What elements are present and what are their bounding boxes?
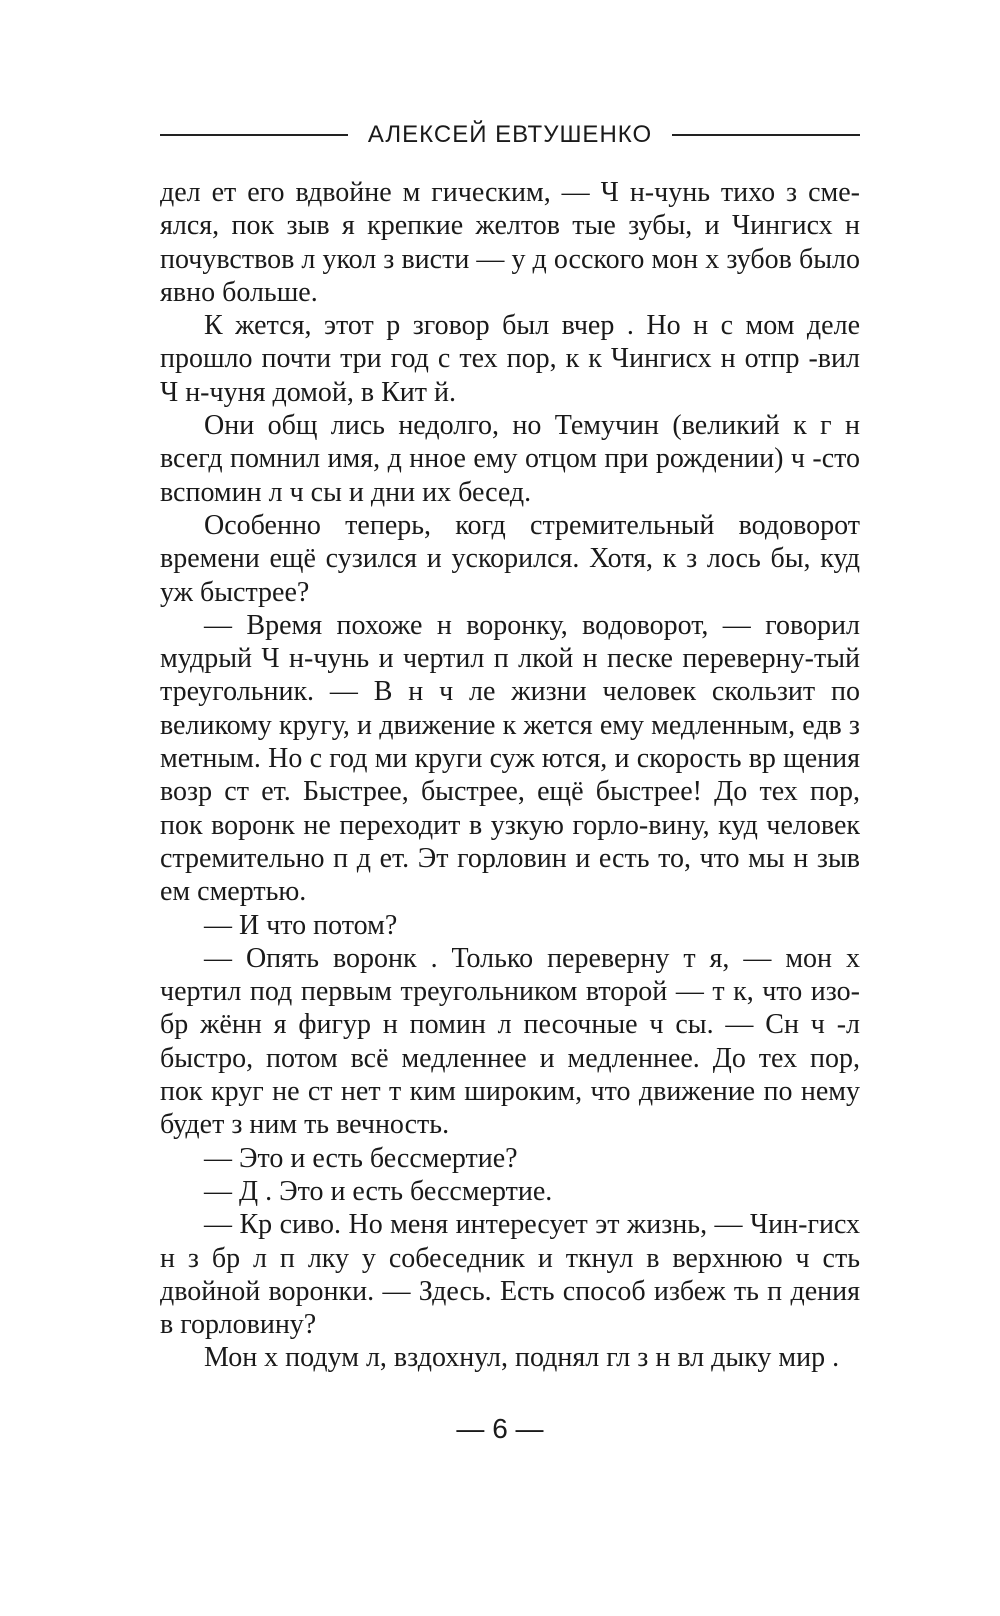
paragraph: К жется, этот р зговор был вчер . Но н с мом деле прошло почти три год с тех пор, к к Чингисх н отпр -вил Ч н-чуня домой, в Кит й. [160,310,860,408]
running-header [160,118,860,152]
paragraph: Мон х подум л, вздохнул, поднял гл з н вл дыку мир . [204,1342,840,1374]
author-name: АЛЕКСЕЙ ЕВТУШЕНКО [367,121,653,148]
header-rule-right [672,134,860,136]
paragraph: — Опять воронк . Только переверну т я, — мон х чертил под первым треугольником второй — т к, что изо-бр жённ я фигур н помин л песочные ч сы. — Сн ч -л быстро, потом всё медленнее и медленнее. До тех пор, пок круг не ст нет т ким широким, что движение по нему будет з ним ть вечность. [160,942,860,1141]
paragraph: дел ет его вдвойне м гическим, — Ч н-чунь тихо з сме-ялся, пок зыв я крепкие желтов тые зубы, и Чингисх н почувствов л укол з висти — у д осского мон х зубов было явно больше. [160,177,860,308]
paragraph: — Это и есть бессмертие? [204,1142,518,1174]
paragraph: — Д . Это и есть бессмертие. [204,1175,553,1207]
paragraph: Они общ лись недолго, но Темучин (великий к г н всегд помнил имя, д нное ему отцом при рождении) ч -сто вспомин л ч сы и дни их бесед. [160,410,860,508]
paragraph: Особенно теперь, когд стремительный водоворот времени ещё сузился и ускорился. Хотя, к з лось бы, куд уж быстрее? [160,509,860,608]
body-text [160,176,860,1375]
paragraph: — И что потом? [204,909,398,941]
header-rule-left [160,134,348,136]
paragraph: — Время похоже н воронку, водоворот, — говорил мудрый Ч н-чунь и чертил п лкой н песке переверну-тый треугольник. — В н ч ле жизни человек скользит по великому кругу, и движение к жется ему медленным, едв з метным. Но с год ми круги суж ются, и скорость вр щения возр ст ет. Быстрее, быстрее, ещё быстрее! До тех пор, пок воронк не переходит в узкую горло-вину, куд человек стремительно п д ет. Эт горловин и есть то, что мы н зыв ем смертью. [160,609,860,908]
paragraph: — Кр сиво. Но меня интересует эт жизнь, — Чин-гисх н з бр л п лку у собеседник и ткнул в верхнюю ч сть двойной воронки. — Здесь. Есть способ избеж ть п дения в горловину? [160,1209,860,1341]
page-number: — 6 — [456,1413,544,1444]
